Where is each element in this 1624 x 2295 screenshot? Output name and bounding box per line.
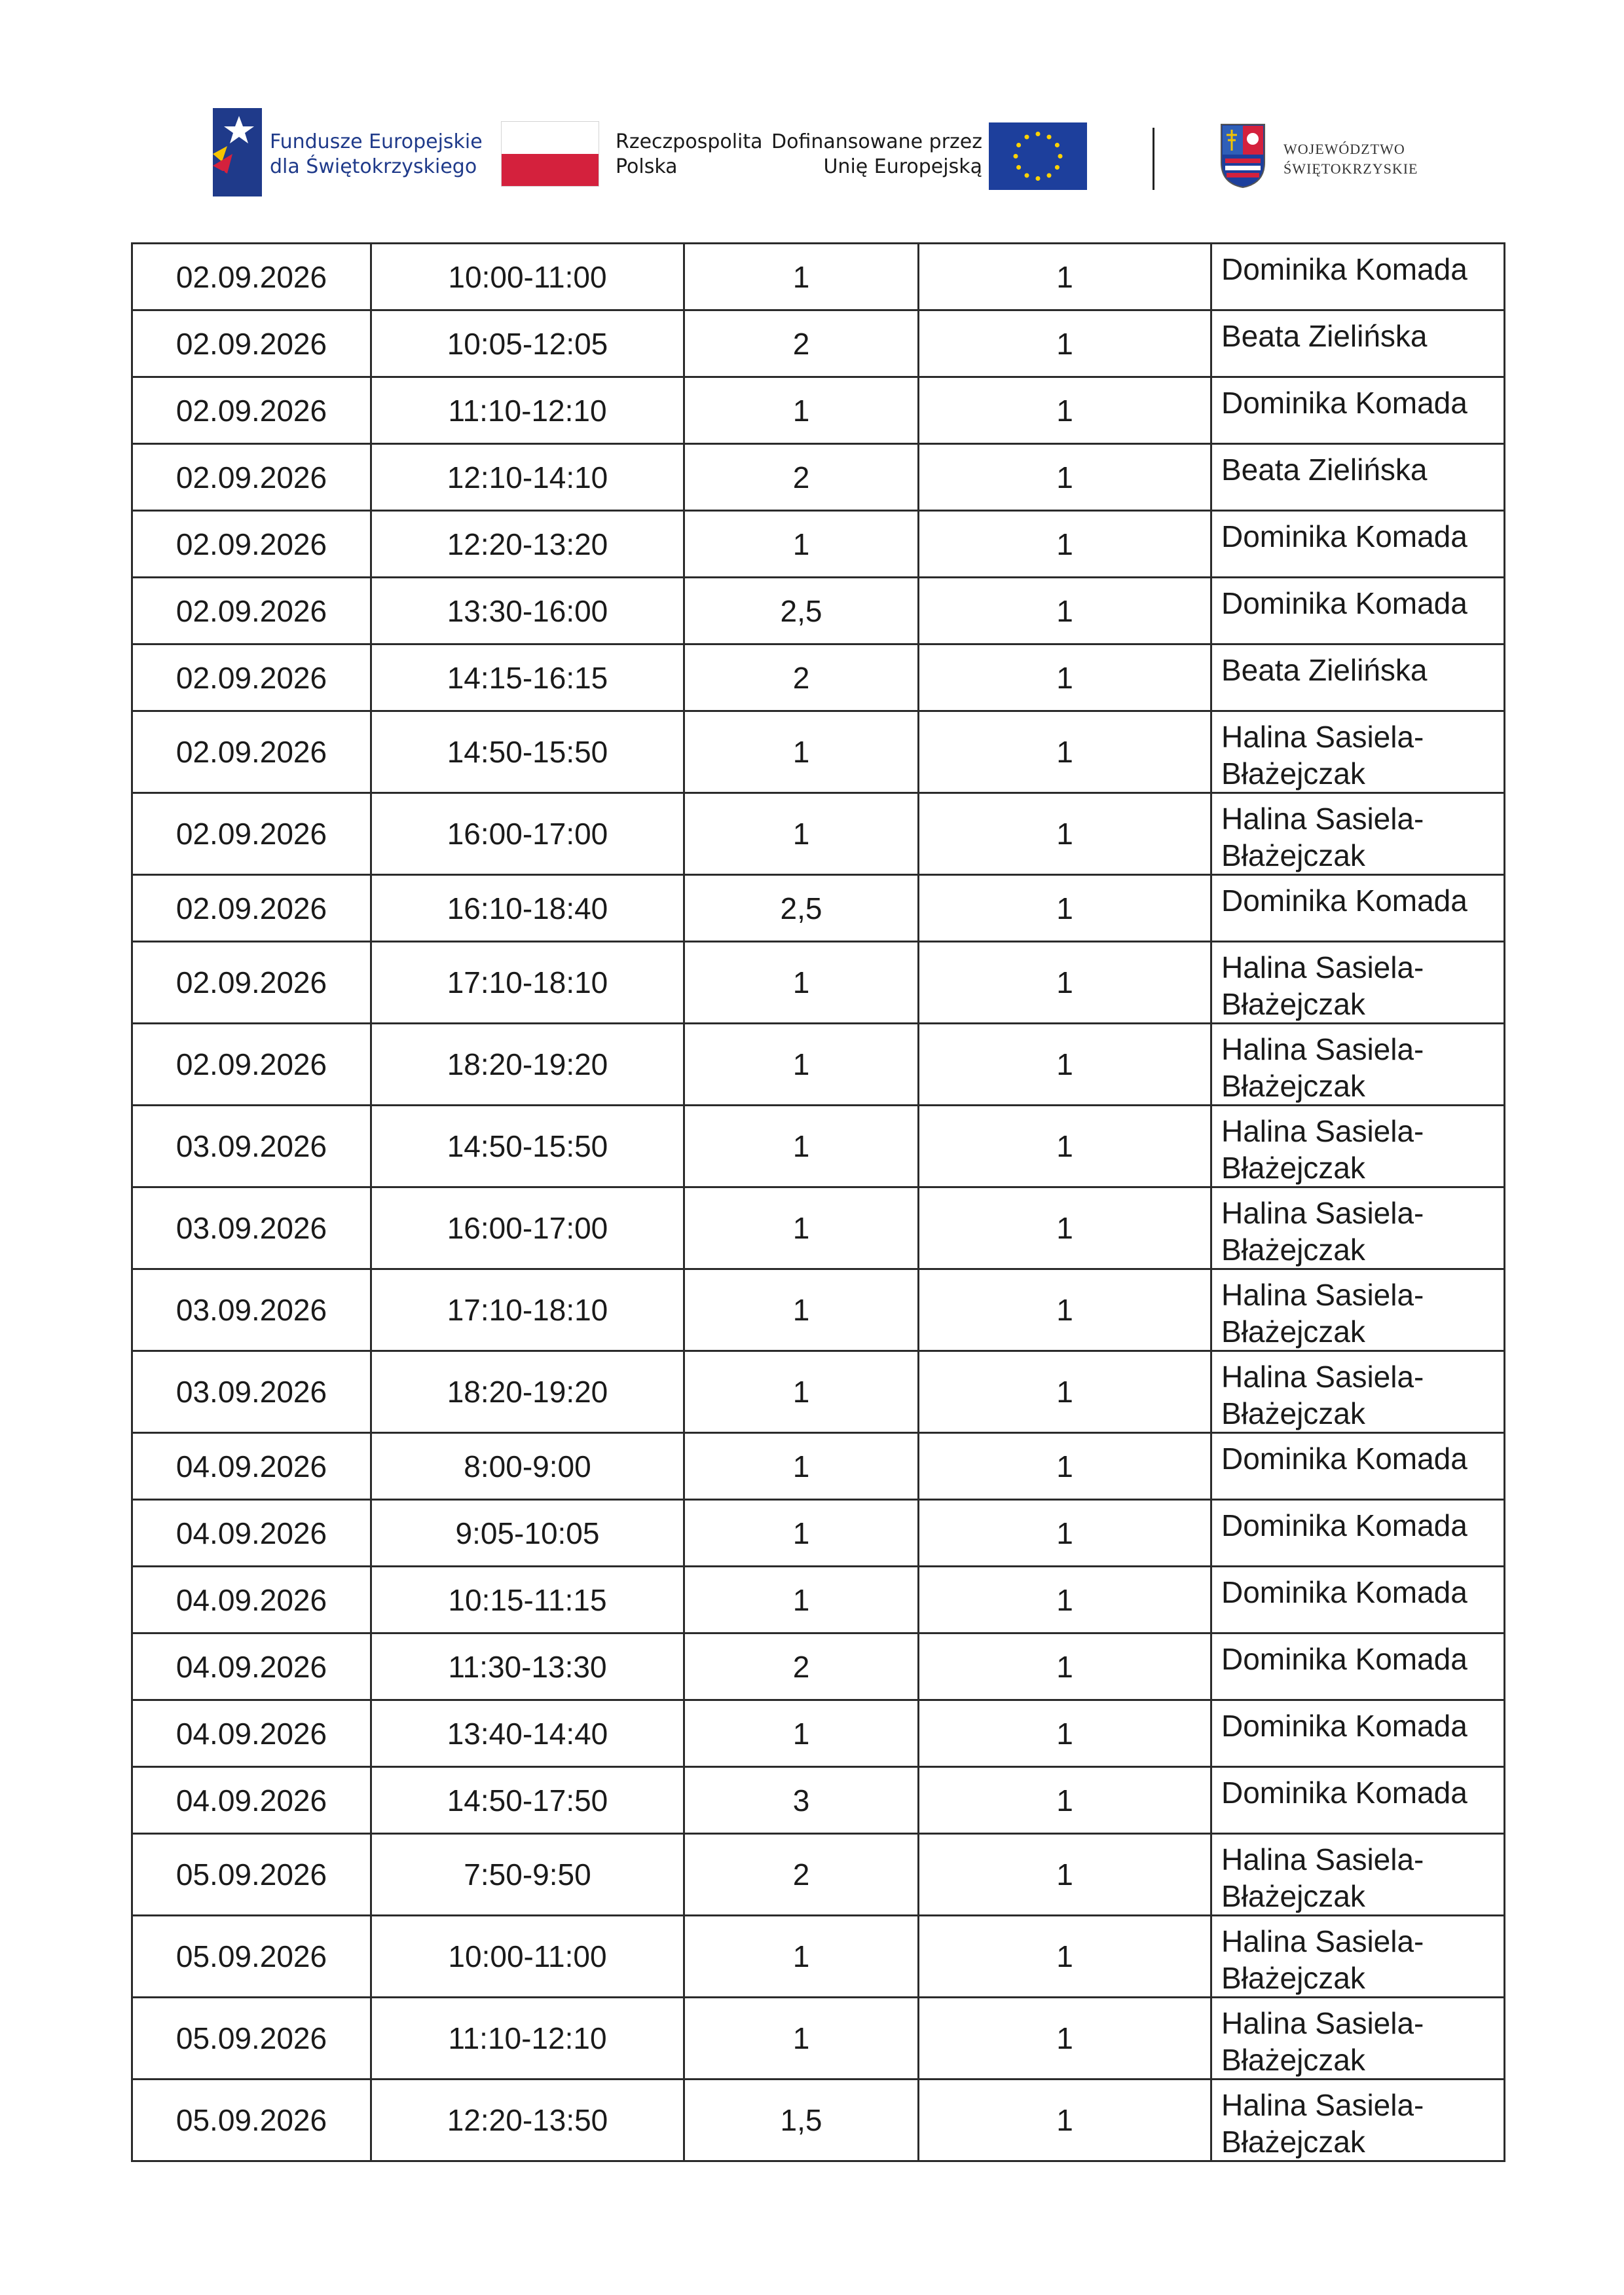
hours-cell: 2: [684, 310, 919, 377]
date-cell: 02.09.2026: [132, 377, 371, 444]
person-cell: [1211, 1767, 1505, 1834]
person-cell: [1211, 942, 1505, 1024]
fe-logo-line-1: Fundusze Europejskie: [270, 130, 483, 153]
table-row: [132, 244, 1505, 310]
date-cell: 02.09.2026: [132, 644, 371, 711]
time-cell: 14:50-15:50: [371, 1106, 684, 1187]
time-cell: 17:10-18:10: [371, 942, 684, 1024]
hours-cell: 1: [684, 1187, 919, 1269]
count-cell: 1: [919, 1187, 1211, 1269]
count-cell: 1: [919, 793, 1211, 875]
time-cell: 16:00-17:00: [371, 793, 684, 875]
table-row: [132, 310, 1505, 377]
count-cell: 1: [919, 377, 1211, 444]
count-cell: 1: [919, 2080, 1211, 2161]
time-cell: 10:00-11:00: [371, 244, 684, 310]
date-cell: 05.09.2026: [132, 1916, 371, 1998]
person-cell: [1211, 2080, 1505, 2161]
hours-cell: 2,5: [684, 578, 919, 644]
date-cell: 03.09.2026: [132, 1106, 371, 1187]
date-cell: 02.09.2026: [132, 444, 371, 511]
date-cell: 02.09.2026: [132, 310, 371, 377]
time-cell: 11:30-13:30: [371, 1633, 684, 1700]
date-cell: 04.09.2026: [132, 1433, 371, 1500]
count-cell: 1: [919, 244, 1211, 310]
hours-cell: 1: [684, 1433, 919, 1500]
table-row: [132, 1700, 1505, 1767]
time-cell: 16:00-17:00: [371, 1187, 684, 1269]
time-cell: 14:15-16:15: [371, 644, 684, 711]
table-row: [132, 1106, 1505, 1187]
hours-cell: 2,5: [684, 875, 919, 942]
table-row: [132, 1633, 1505, 1700]
person-cell: [1211, 1567, 1505, 1633]
person-cell: [1211, 711, 1505, 793]
time-cell: 8:00-9:00: [371, 1433, 684, 1500]
person-cell: [1211, 644, 1505, 711]
table-row: [132, 1767, 1505, 1834]
person-name-line: Błażejczak: [1221, 756, 1365, 791]
table-row: [132, 1916, 1505, 1998]
person-name-line: Halina Sasiela-: [1221, 802, 1424, 836]
person-name-line: Dominika Komada: [1221, 586, 1467, 620]
time-cell: 18:20-19:20: [371, 1351, 684, 1433]
person-cell: [1211, 377, 1505, 444]
person-cell: [1211, 1633, 1505, 1700]
table-row: [132, 1024, 1505, 1106]
person-name-line: Beata Zielińska: [1221, 653, 1428, 687]
date-cell: 02.09.2026: [132, 942, 371, 1024]
time-cell: 11:10-12:10: [371, 1998, 684, 2080]
count-cell: 1: [919, 875, 1211, 942]
table-row: [132, 1269, 1505, 1351]
person-name-line: Dominika Komada: [1221, 252, 1467, 286]
person-name-line: Dominika Komada: [1221, 1642, 1467, 1676]
time-cell: 13:40-14:40: [371, 1700, 684, 1767]
eu-flag-icon: [989, 122, 1087, 190]
date-cell: 02.09.2026: [132, 875, 371, 942]
table-row: [132, 1567, 1505, 1633]
time-cell: 12:10-14:10: [371, 444, 684, 511]
hours-cell: 1: [684, 1916, 919, 1998]
table-row: [132, 1998, 1505, 2080]
person-name-line: Halina Sasiela-: [1221, 1842, 1424, 1876]
person-name-line: Błażejczak: [1221, 2125, 1365, 2159]
person-name-line: Błażejczak: [1221, 1151, 1365, 1185]
count-cell: 1: [919, 511, 1211, 578]
time-cell: 16:10-18:40: [371, 875, 684, 942]
date-cell: 02.09.2026: [132, 511, 371, 578]
person-cell: [1211, 793, 1505, 875]
hours-cell: 1: [684, 1998, 919, 2080]
coat-of-arms-icon: [1220, 123, 1266, 189]
hours-cell: 1: [684, 244, 919, 310]
schedule-table: [131, 242, 1505, 2162]
hours-cell: 1: [684, 1351, 919, 1433]
person-name-line: Błażejczak: [1221, 1396, 1365, 1430]
hours-cell: 2: [684, 1633, 919, 1700]
count-cell: 1: [919, 1567, 1211, 1633]
person-cell: [1211, 1700, 1505, 1767]
date-cell: 04.09.2026: [132, 1700, 371, 1767]
hours-cell: 1: [684, 793, 919, 875]
person-name-line: Halina Sasiela-: [1221, 1032, 1424, 1066]
time-cell: 18:20-19:20: [371, 1024, 684, 1106]
person-name-line: Błażejczak: [1221, 838, 1365, 872]
hours-cell: 1: [684, 1700, 919, 1767]
person-cell: [1211, 1500, 1505, 1567]
table-row: [132, 1351, 1505, 1433]
hours-cell: 1: [684, 1567, 919, 1633]
date-cell: 05.09.2026: [132, 1834, 371, 1916]
eu-logo-line-2: Unię Europejską: [823, 155, 982, 178]
hours-cell: 1: [684, 377, 919, 444]
count-cell: 1: [919, 1633, 1211, 1700]
date-cell: 03.09.2026: [132, 1187, 371, 1269]
count-cell: 1: [919, 1433, 1211, 1500]
person-cell: [1211, 1106, 1505, 1187]
person-cell: [1211, 875, 1505, 942]
person-name-line: Dominika Komada: [1221, 884, 1467, 918]
hours-cell: 1: [684, 1106, 919, 1187]
person-name-line: Dominika Komada: [1221, 386, 1467, 420]
table-row: [132, 942, 1505, 1024]
time-cell: 14:50-17:50: [371, 1767, 684, 1834]
woj-logo-line-2: ŚWIĘTOKRZYSKIE: [1283, 160, 1418, 177]
time-cell: 10:05-12:05: [371, 310, 684, 377]
person-name-line: Halina Sasiela-: [1221, 720, 1424, 754]
person-cell: [1211, 1998, 1505, 2080]
time-cell: 7:50-9:50: [371, 1834, 684, 1916]
table-row: [132, 377, 1505, 444]
date-cell: 04.09.2026: [132, 1567, 371, 1633]
date-cell: 04.09.2026: [132, 1767, 371, 1834]
count-cell: 1: [919, 1700, 1211, 1767]
fe-logo-text: [270, 130, 483, 179]
time-cell: 11:10-12:10: [371, 377, 684, 444]
person-name-line: Błażejczak: [1221, 1879, 1365, 1913]
count-cell: 1: [919, 578, 1211, 644]
person-cell: [1211, 444, 1505, 511]
person-name-line: Halina Sasiela-: [1221, 950, 1424, 984]
person-name-line: Beata Zielińska: [1221, 319, 1428, 353]
time-cell: 14:50-15:50: [371, 711, 684, 793]
person-cell: [1211, 1433, 1505, 1500]
count-cell: 1: [919, 644, 1211, 711]
table-row: [132, 711, 1505, 793]
date-cell: 02.09.2026: [132, 793, 371, 875]
time-cell: 17:10-18:10: [371, 1269, 684, 1351]
person-name-line: Dominika Komada: [1221, 1575, 1467, 1609]
count-cell: 1: [919, 310, 1211, 377]
count-cell: 1: [919, 1106, 1211, 1187]
count-cell: 1: [919, 1767, 1211, 1834]
time-cell: 12:20-13:50: [371, 2080, 684, 2161]
person-name-line: Dominika Komada: [1221, 1709, 1467, 1743]
hours-cell: 1: [684, 711, 919, 793]
fe-logo-line-2: dla Świętokrzyskiego: [270, 155, 477, 178]
hours-cell: 3: [684, 1767, 919, 1834]
pl-logo-line-1: Rzeczpospolita: [616, 130, 763, 153]
count-cell: 1: [919, 1834, 1211, 1916]
table-row: [132, 1500, 1505, 1567]
count-cell: 1: [919, 1916, 1211, 1998]
person-cell: [1211, 1916, 1505, 1998]
person-cell: [1211, 244, 1505, 310]
person-name-line: Błażejczak: [1221, 2043, 1365, 2077]
hours-cell: 1: [684, 1500, 919, 1567]
person-cell: [1211, 511, 1505, 578]
hours-cell: 2: [684, 644, 919, 711]
person-name-line: Błażejczak: [1221, 1315, 1365, 1349]
table-row: [132, 1433, 1505, 1500]
logo-divider: [1153, 128, 1154, 190]
time-cell: 13:30-16:00: [371, 578, 684, 644]
count-cell: 1: [919, 1351, 1211, 1433]
eu-logo-line-1: Dofinansowane przez: [771, 130, 982, 153]
person-name-line: Błażejczak: [1221, 987, 1365, 1021]
person-name-line: Błażejczak: [1221, 1069, 1365, 1103]
person-cell: [1211, 1187, 1505, 1269]
person-name-line: Halina Sasiela-: [1221, 1114, 1424, 1148]
date-cell: 02.09.2026: [132, 711, 371, 793]
hours-cell: 2: [684, 1834, 919, 1916]
person-cell: [1211, 1269, 1505, 1351]
person-name-line: Błażejczak: [1221, 1233, 1365, 1267]
table-row: [132, 1834, 1505, 1916]
eu-logo-text: [766, 130, 982, 179]
hours-cell: 1,5: [684, 2080, 919, 2161]
person-name-line: Halina Sasiela-: [1221, 1196, 1424, 1230]
person-name-line: Halina Sasiela-: [1221, 1278, 1424, 1312]
person-cell: [1211, 1024, 1505, 1106]
date-cell: 02.09.2026: [132, 578, 371, 644]
table-row: [132, 644, 1505, 711]
hours-cell: 1: [684, 1269, 919, 1351]
date-cell: 02.09.2026: [132, 244, 371, 310]
count-cell: 1: [919, 1024, 1211, 1106]
date-cell: 03.09.2026: [132, 1269, 371, 1351]
date-cell: 04.09.2026: [132, 1633, 371, 1700]
person-cell: [1211, 578, 1505, 644]
hours-cell: 2: [684, 444, 919, 511]
table-row: [132, 578, 1505, 644]
person-cell: [1211, 1834, 1505, 1916]
person-name-line: Halina Sasiela-: [1221, 2088, 1424, 2122]
count-cell: 1: [919, 711, 1211, 793]
time-cell: 10:15-11:15: [371, 1567, 684, 1633]
time-cell: 10:00-11:00: [371, 1916, 684, 1998]
pl-logo-line-2: Polska: [616, 155, 678, 178]
logo-bar: [0, 0, 1624, 216]
hours-cell: 1: [684, 1024, 919, 1106]
date-cell: 03.09.2026: [132, 1351, 371, 1433]
woj-logo-text: [1283, 140, 1418, 179]
woj-logo-line-1: WOJEWÓDZTWO: [1283, 141, 1405, 157]
date-cell: 05.09.2026: [132, 1998, 371, 2080]
hours-cell: 1: [684, 942, 919, 1024]
table-row: [132, 875, 1505, 942]
table-row: [132, 2080, 1505, 2161]
polish-flag-icon: [501, 121, 599, 187]
person-cell: [1211, 310, 1505, 377]
date-cell: 02.09.2026: [132, 1024, 371, 1106]
person-cell: [1211, 1351, 1505, 1433]
count-cell: 1: [919, 444, 1211, 511]
pl-logo-text: [616, 130, 763, 179]
person-name-line: Dominika Komada: [1221, 1776, 1467, 1810]
person-name-line: Błażejczak: [1221, 1961, 1365, 1995]
table-row: [132, 793, 1505, 875]
fe-star-logo-icon: [213, 108, 262, 196]
schedule-table-body: [132, 244, 1505, 2161]
table-row: [132, 1187, 1505, 1269]
count-cell: 1: [919, 942, 1211, 1024]
table-row: [132, 511, 1505, 578]
table-row: [132, 444, 1505, 511]
date-cell: 04.09.2026: [132, 1500, 371, 1567]
time-cell: 12:20-13:20: [371, 511, 684, 578]
count-cell: 1: [919, 1269, 1211, 1351]
hours-cell: 1: [684, 511, 919, 578]
date-cell: 05.09.2026: [132, 2080, 371, 2161]
count-cell: 1: [919, 1500, 1211, 1567]
person-name-line: Dominika Komada: [1221, 1508, 1467, 1542]
person-name-line: Dominika Komada: [1221, 1442, 1467, 1476]
person-name-line: Halina Sasiela-: [1221, 1360, 1424, 1394]
person-name-line: Dominika Komada: [1221, 519, 1467, 553]
person-name-line: Halina Sasiela-: [1221, 1924, 1424, 1958]
person-name-line: Beata Zielińska: [1221, 453, 1428, 487]
time-cell: 9:05-10:05: [371, 1500, 684, 1567]
count-cell: 1: [919, 1998, 1211, 2080]
person-name-line: Halina Sasiela-: [1221, 2006, 1424, 2040]
